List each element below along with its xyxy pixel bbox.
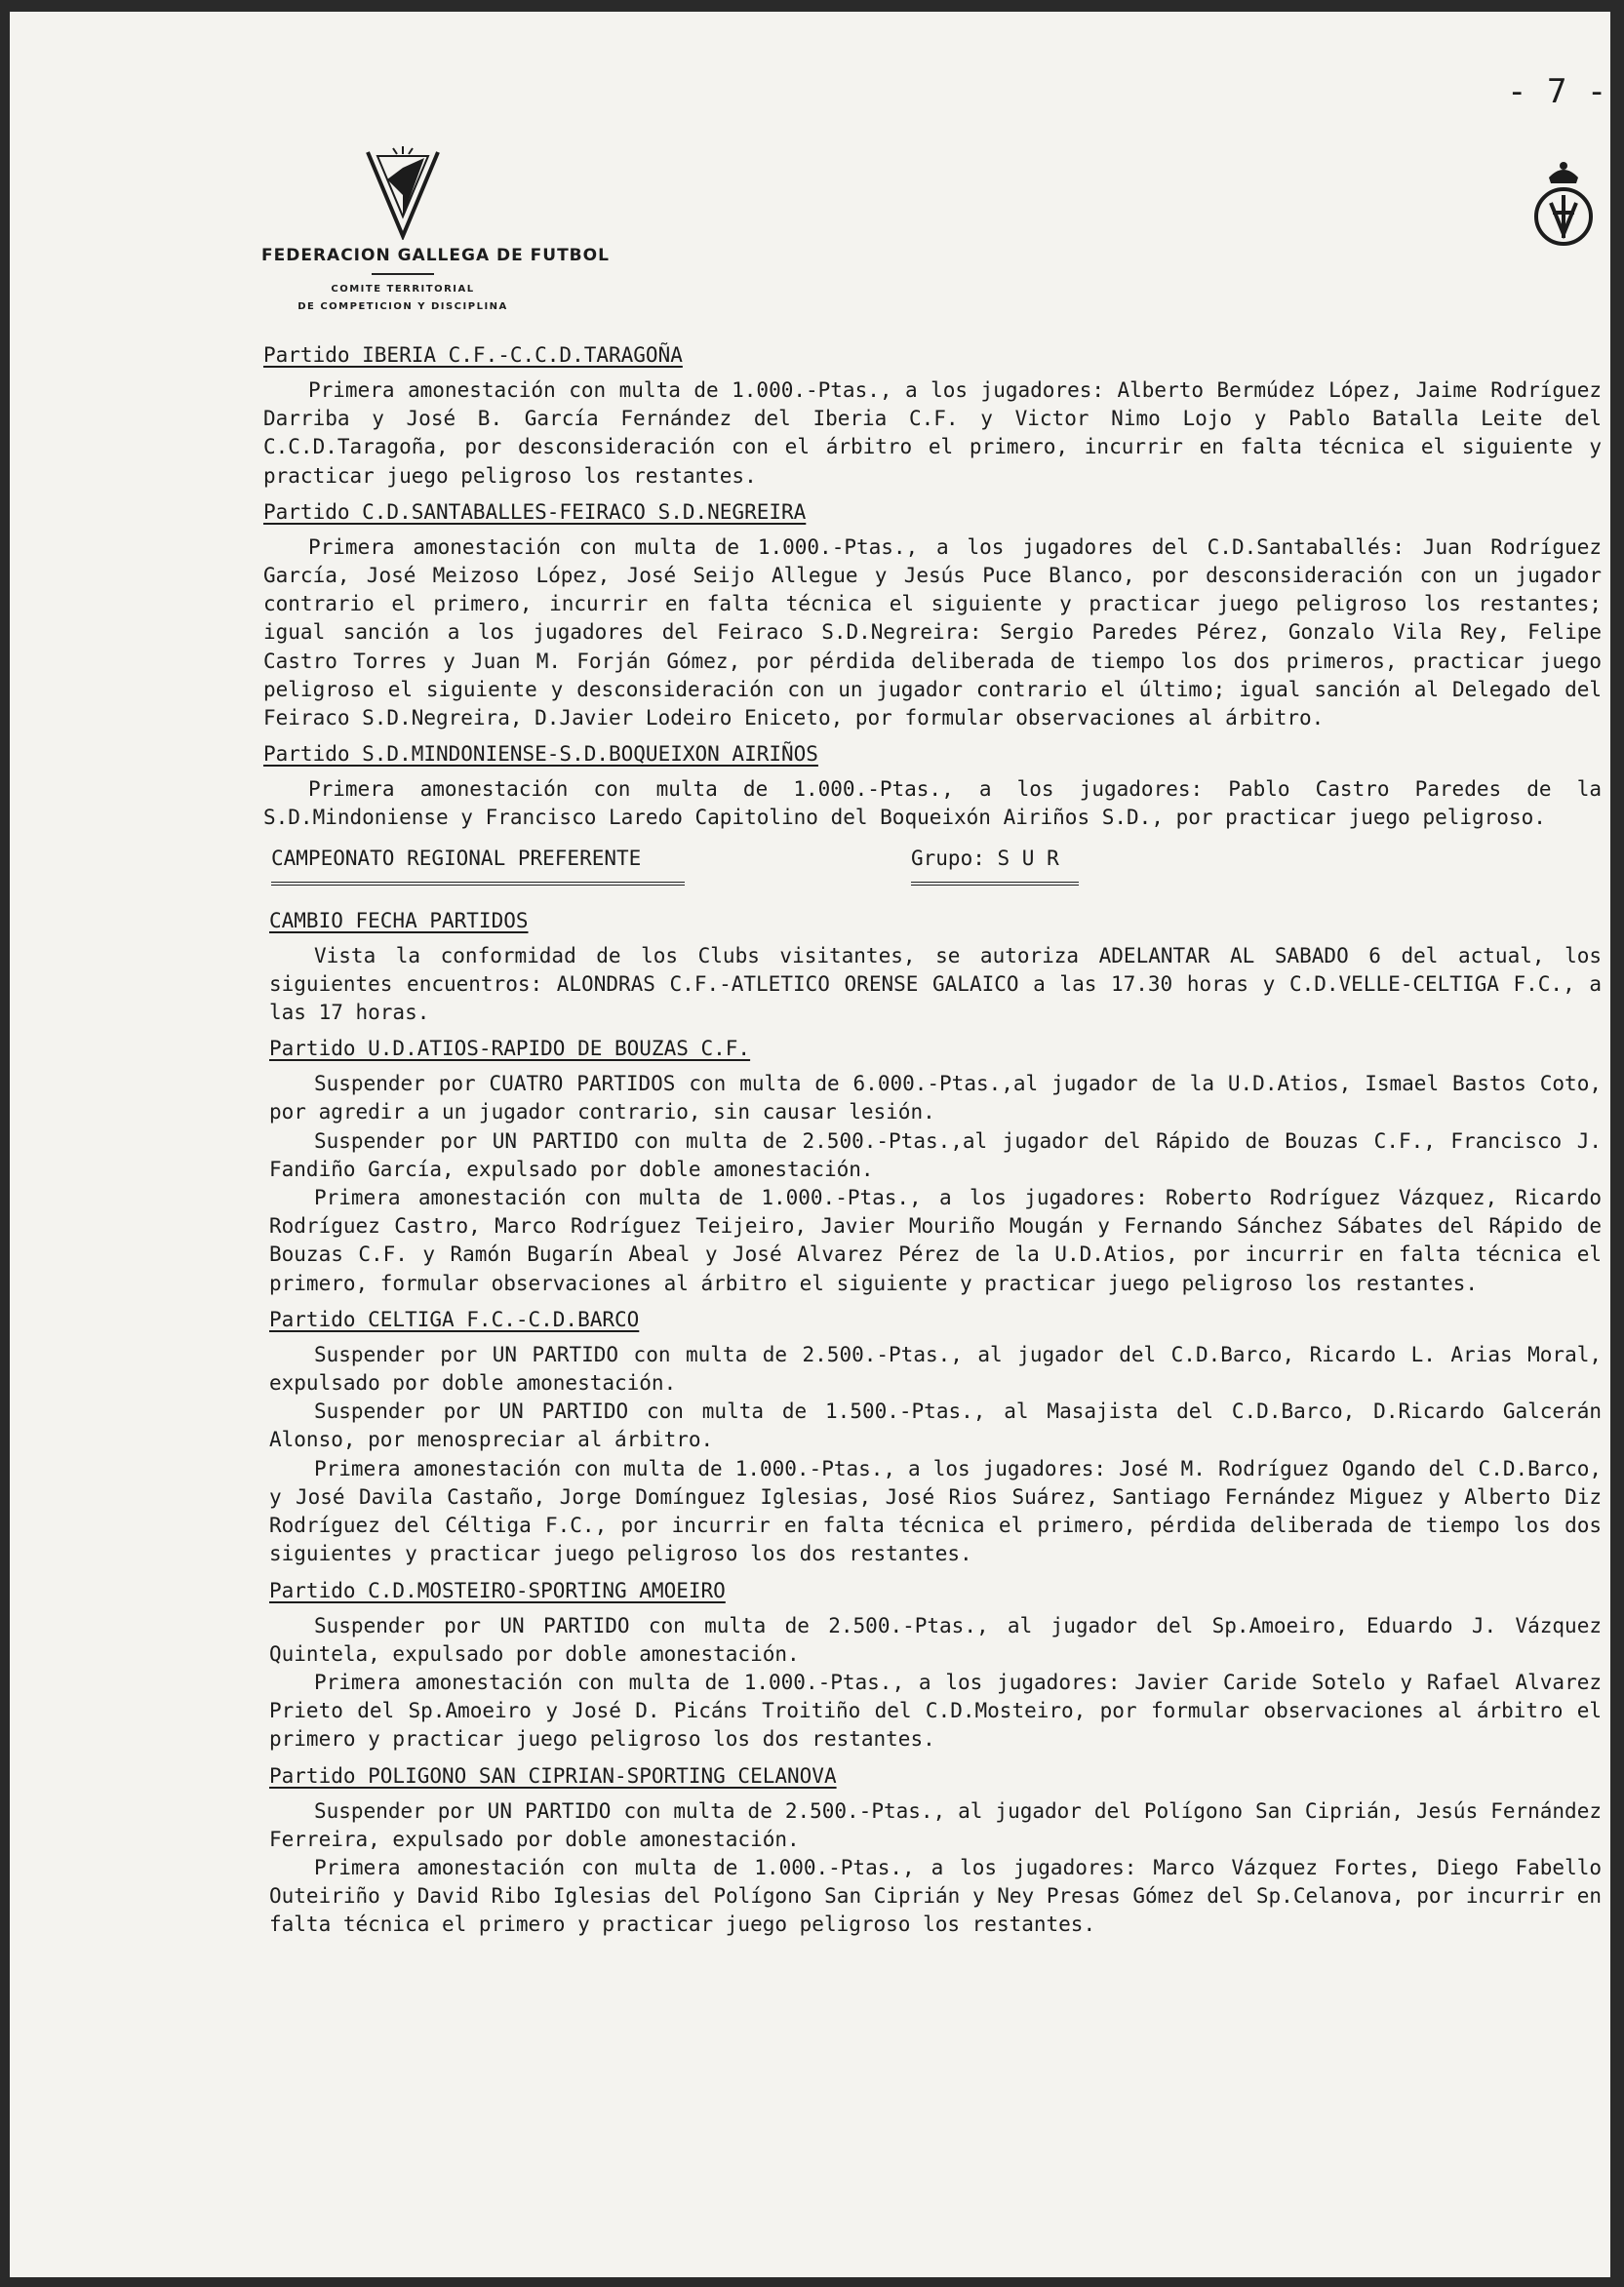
committee-line-1: COMITE TERRITORIAL xyxy=(331,284,475,295)
section-paragraph: Primera amonestación con multa de 1.000.-Ptas., a los jugadores del C.D.Santaballés: Juan Rodríguez García, José Meizoso López, José Seijo Allegue y Jesús Puce Blanco, por desconsideración con un jugador contrario el primero, incurrir en falta técnica el siguiente y practicar juego peligroso los restantes; igual sanción a los jugadores del Feiraco S.D.Negreira: Sergio Paredes Pérez, Gonzalo Vila Rey, Felipe Castro Torres y Juan M. Forján Gómez, por pérdida deliberada de tiempo los dos primeros, practicar juego peligroso el siguiente y desconsideración con un jugador contrario el último; igual sanción al Delegado del Feiraco S.D.Negreira, D.Javier Lodeiro Eniceto, por formular observaciones al árbitro. xyxy=(263,534,1602,730)
match-section-mindoniense-boqueixon xyxy=(263,742,1602,832)
letterhead-rule xyxy=(372,273,434,275)
championship-title: CAMPEONATO REGIONAL PREFERENTE xyxy=(271,846,642,870)
section-paragraph: Primera amonestación con multa de 1.000.-Ptas., a los jugadores: Roberto Rodríguez Vázquez, Ricardo Rodríguez Castro, Marco Rodríguez Teijeiro, Javier Mouriño Mougán y Fernando Sánchez Sábates del Rápido de Bouzas C.F. y Ramón Bugarín Abeal y José Alvarez Pérez de la U.D.Atios, por incurrir en falta técnica el primero, formular observaciones al árbitro el siguiente y practicar juego peligroso los restantes. xyxy=(269,1186,1602,1295)
group-block xyxy=(911,847,1079,886)
section-paragraph: Primera amonestación con multa de 1.000.-Ptas., a los jugadores: Pablo Castro Paredes de la S.D.Mindoniense y Francisco Laredo Capitolino del Boqueixón Airiños S.D., por practicar juego peligroso. xyxy=(263,777,1602,830)
section-heading: Partido S.D.MINDONIENSE-S.D.BOQUEIXON AIRIÑOS xyxy=(263,742,818,767)
federation-emblem xyxy=(1531,156,1596,254)
section-heading: CAMBIO FECHA PARTIDOS xyxy=(269,908,529,932)
section-paragraph: Suspender por UN PARTIDO con multa de 1.500.-Ptas., al Masajista del C.D.Barco, D.Ricardo Galcerán Alonso, por menospreciar al árbitro. xyxy=(269,1400,1602,1452)
section-paragraph: Primera amonestación con multa de 1.000.-Ptas., a los jugadores: Javier Caride Sotelo y Rafael Alvarez Prieto del Sp.Amoeiro y José D. Picáns Troitiño del C.D.Mosteiro, por formular observaciones al árbitro el primero y practicar juego peligroso los dos restantes. xyxy=(269,1670,1602,1752)
page-number: - 7 - xyxy=(1507,72,1607,111)
document-body xyxy=(263,334,1602,1940)
federation-name: FEDERACION GALLEGA DE FUTBOL xyxy=(261,246,610,265)
section-paragraph: Suspender por UN PARTIDO con multa de 2.500.-Ptas.,al jugador del Rápido de Bouzas C.F., Francisco J. Fandiño García, expulsado por doble amonestación. xyxy=(269,1128,1602,1181)
section-heading: Partido U.D.ATIOS-RAPIDO DE BOUZAS C.F. xyxy=(269,1037,751,1061)
section-paragraph: Suspender por CUATRO PARTIDOS con multa de 6.000.-Ptas.,al jugador de la U.D.Atios, Ismael Bastos Coto, por agredir a un jugador contrario, sin causar lesión. xyxy=(269,1072,1602,1124)
crown-emblem-icon xyxy=(1531,156,1596,250)
section-heading: Partido C.D.MOSTEIRO-SPORTING AMOEIRO xyxy=(269,1578,726,1602)
group-label: Grupo: S U R xyxy=(911,846,1059,870)
match-section-mosteiro-amoeiro xyxy=(269,1579,1602,1755)
section-heading: Partido C.D.SANTABALLES-FEIRACO S.D.NEGREIRA xyxy=(263,499,807,524)
section-heading: Partido POLIGONO SAN CIPRIAN-SPORTING CELANOVA xyxy=(269,1763,837,1788)
match-section-poligono-celanova xyxy=(269,1764,1602,1940)
section-heading: Partido CELTIGA F.C.-C.D.BARCO xyxy=(269,1307,640,1331)
committee-line-2: DE COMPETICION Y DISCIPLINA xyxy=(297,301,508,312)
section-paragraph: Primera amonestación con multa de 1.000.-Ptas., a los jugadores: Marco Vázquez Fortes, Diego Fabello Outeiriño y David Ribo Iglesias del Polígono San Ciprián y Ney Presas Gómez del Sp.Celanova, por incurrir en falta técnica el primero y practicar juego peligroso los restantes. xyxy=(269,1855,1602,1937)
match-section-celtiga-barco xyxy=(269,1308,1602,1569)
match-section-atios-bouzas xyxy=(269,1037,1602,1298)
section-paragraph: Vista la conformidad de los Clubs visitantes, se autoriza ADELANTAR AL SABADO 6 del actual, los siguientes encuentros: ALONDRAS C.F.-ATLETICO ORENSE GALAICO a las 17.30 horas y C.D.VELLE-CELTIGA F.C., a las 17 horas. xyxy=(269,943,1602,1025)
match-section-iberia-taragona xyxy=(263,343,1602,491)
match-section-santaballes-feiraco xyxy=(263,500,1602,732)
federation-shield-icon xyxy=(364,146,442,240)
double-underline xyxy=(911,876,1079,886)
section-heading: Partido IBERIA C.F.-C.C.D.TARAGOÑA xyxy=(263,343,683,367)
double-underline xyxy=(271,876,685,886)
section-paragraph: Primera amonestación con multa de 1.000.-Ptas., a los jugadores: Alberto Bermúdez López, Jaime Rodríguez Darriba y José B. García Fernández del Iberia C.F. y Victor Nimo Lojo y Pablo Batalla Leite del C.C.D.Taragoña, por desconsideración con el árbitro el primero, incurrir en falta técnica el siguiente y practicar juego peligroso los restantes. xyxy=(263,378,1602,488)
championship-title-block xyxy=(271,847,911,886)
section-paragraph: Primera amonestación con multa de 1.000.-Ptas., a los jugadores: José M. Rodríguez Ogando del C.D.Barco, y José Davila Castaño, Jorge Domínguez Iglesias, José Rios Suárez, Santiago Fernández Miguez y Alberto Diz Rodríguez del Céltiga F.C., por incurrir en falta técnica el primero, pérdida deliberada de tiempo los dos siguientes y practicar juego peligroso los dos restantes. xyxy=(269,1456,1602,1566)
section-paragraph: Suspender por UN PARTIDO con multa de 2.500.-Ptas., al jugador del Polígono San Ciprián, Jesús Fernández Ferreira, expulsado por doble amonestación. xyxy=(269,1798,1602,1851)
championship-header xyxy=(271,847,1602,886)
schedule-change-section xyxy=(269,909,1602,1028)
section-paragraph: Suspender por UN PARTIDO con multa de 2.500.-Ptas., al jugador del Sp.Amoeiro, Eduardo J. Vázquez Quintela, expulsado por doble amonestación. xyxy=(269,1613,1602,1666)
federation-letterhead xyxy=(261,146,610,316)
section-paragraph: Suspender por UN PARTIDO con multa de 2.500.-Ptas., al jugador del C.D.Barco, Ricardo L. Arias Moral, expulsado por doble amonestación. xyxy=(269,1342,1602,1396)
